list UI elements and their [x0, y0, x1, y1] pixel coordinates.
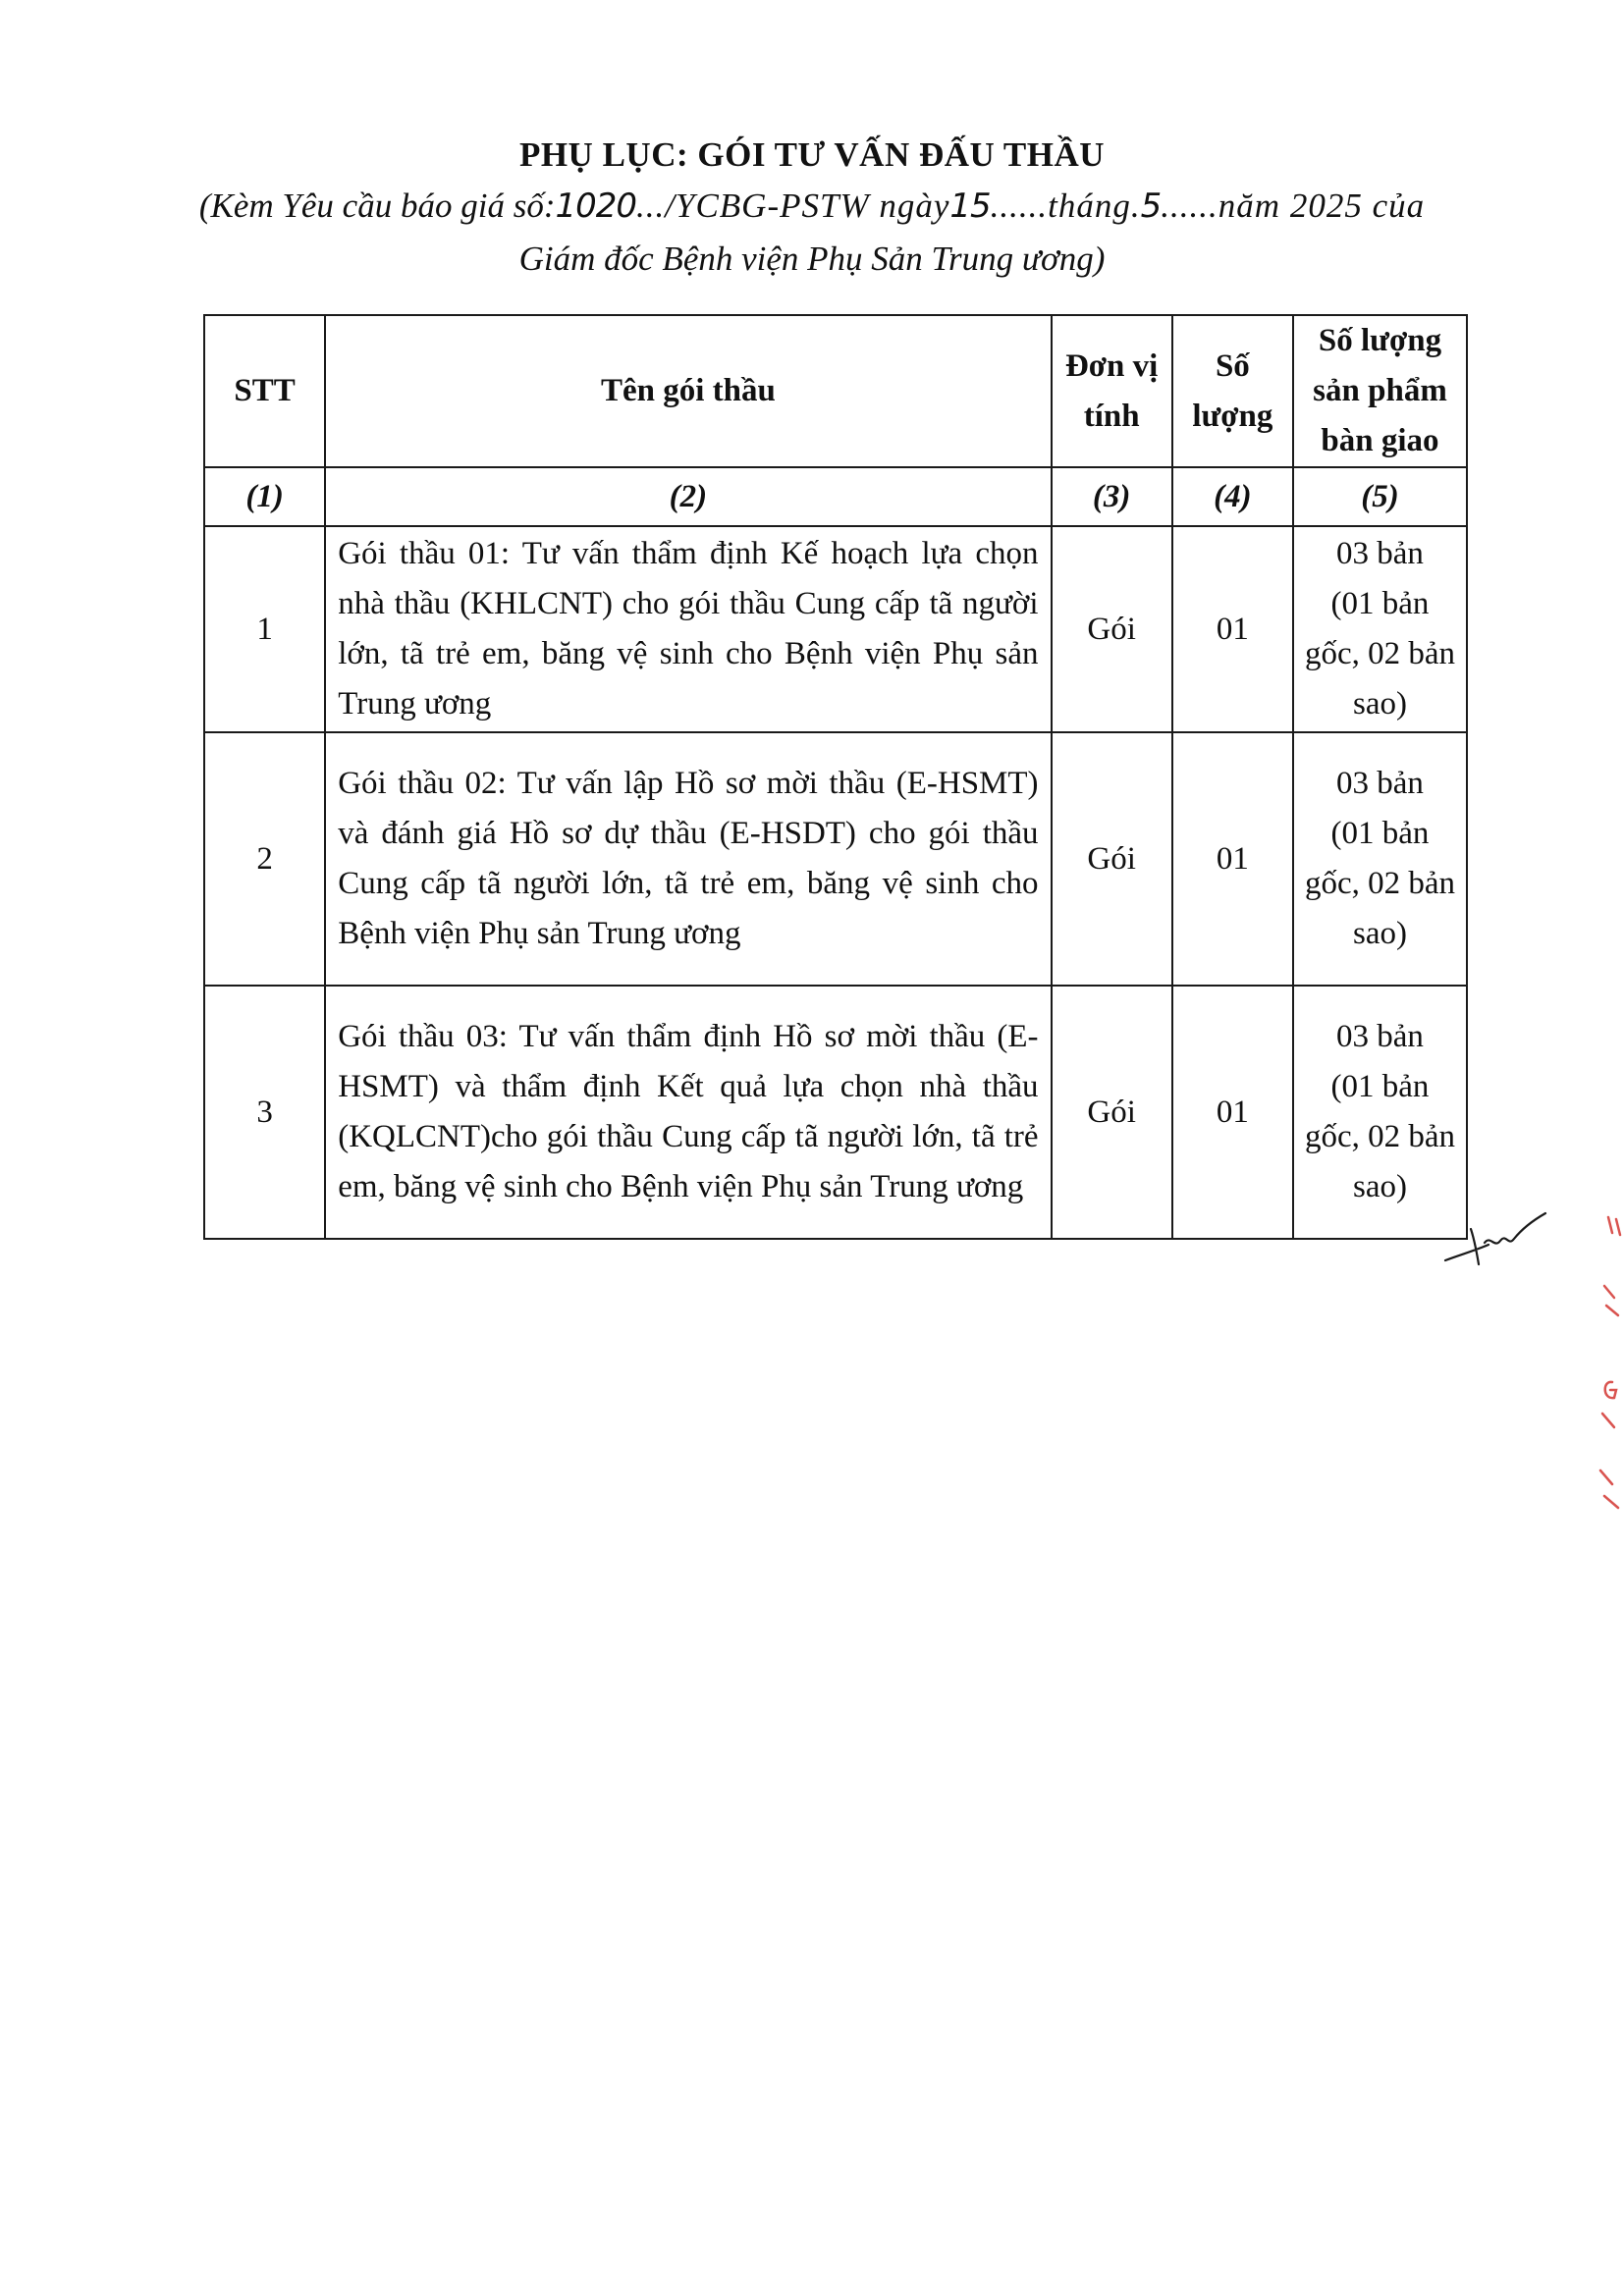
deliverables-line: sao): [1353, 686, 1407, 721]
table-row: [204, 732, 1467, 986]
row-unit: Gói: [1052, 526, 1172, 732]
deliverables-line: gốc, 02 bản: [1304, 866, 1456, 901]
row-unit: Gói: [1052, 732, 1172, 986]
subtitle-line-2: Giám đốc Bệnh viện Phụ Sản Trung ương): [518, 240, 1106, 278]
row-deliverables: [1293, 986, 1467, 1239]
header-deliverables-line-2: sản phẩm: [1313, 373, 1447, 408]
row-quantity: 01: [1172, 732, 1293, 986]
header-deliverables-line-3: bàn giao: [1321, 423, 1439, 458]
header-unit-line-2: tính: [1083, 398, 1140, 434]
deliverables-line: 03 bản: [1336, 766, 1424, 801]
row-unit: Gói: [1052, 986, 1172, 1239]
subtitle-prefix: (Kèm Yêu cầu báo giá số:: [198, 187, 556, 225]
deliverables-line: (01 bản: [1330, 1069, 1430, 1104]
table-header-row: [204, 315, 1467, 467]
header-quantity-line-2: lượng: [1192, 398, 1273, 434]
column-number-row: [204, 467, 1467, 526]
row-stt: 2: [204, 732, 325, 986]
column-number: (3): [1052, 467, 1172, 526]
row-package-name: Gói thầu 02: Tư vấn lập Hồ sơ mời thầu (E-HSMT) và đánh giá Hồ sơ dự thầu (E-HSDT) cho gói thầu Cung cấp tã người lớn, tã trẻ em, băng vệ sinh cho Bệnh viện Phụ sản Trung ương: [325, 732, 1051, 986]
header-unit-line-1: Đơn vị: [1064, 347, 1159, 384]
header-name: Tên gói thầu: [325, 315, 1051, 467]
bid-package-table: [203, 314, 1468, 1240]
deliverables-line: gốc, 02 bản: [1304, 1119, 1456, 1154]
handwritten-day: 15: [949, 187, 991, 226]
deliverables-line: sao): [1353, 916, 1407, 951]
header-deliverables-line-1: Số lượng: [1318, 323, 1442, 358]
column-number: (4): [1172, 467, 1293, 526]
column-number: (2): [325, 467, 1051, 526]
deliverables-line: 03 bản: [1336, 1019, 1424, 1054]
row-deliverables: [1293, 526, 1467, 732]
row-stt: 3: [204, 986, 325, 1239]
header-stt: STT: [204, 315, 325, 467]
column-number: (1): [204, 467, 325, 526]
deliverables-line: gốc, 02 bản: [1304, 636, 1456, 671]
table-row: [204, 526, 1467, 732]
row-quantity: 01: [1172, 986, 1293, 1239]
row-package-name: Gói thầu 03: Tư vấn thẩm định Hồ sơ mời thầu (E-HSMT) và thẩm định Kết quả lựa chọn nhà thầu (KQLCNT)cho gói thầu Cung cấp tã người lớn, tã trẻ em, băng vệ sinh cho Bệnh viện Phụ sản Trung ương: [325, 986, 1051, 1239]
header-deliverables: [1293, 315, 1467, 467]
header-quantity-line-1: Số: [1215, 347, 1250, 384]
subtitle-mid-1: .../YCBG-PSTW ngày: [636, 187, 950, 225]
header-unit: [1052, 315, 1172, 467]
handwritten-doc-number: 1020: [555, 187, 637, 226]
signature-icon: [1441, 1209, 1549, 1268]
red-stamp-icon: [1591, 1207, 1624, 1522]
column-number: (5): [1293, 467, 1467, 526]
subtitle-mid-2: ......tháng.: [990, 187, 1141, 225]
subtitle-line-1: [0, 187, 1624, 226]
row-package-name: Gói thầu 01: Tư vấn thẩm định Kế hoạch lựa chọn nhà thầu (KHLCNT) cho gói thầu Cung cấp tã người lớn, tã trẻ em, băng vệ sinh cho Bệnh viện Phụ sản Trung ương: [325, 526, 1051, 732]
subtitle-mid-3: ......năm 2025 của: [1161, 187, 1426, 225]
row-deliverables: [1293, 732, 1467, 986]
table-row: [204, 986, 1467, 1239]
deliverables-line: 03 bản: [1336, 536, 1424, 571]
deliverables-line: sao): [1353, 1169, 1407, 1204]
deliverables-line: (01 bản: [1330, 816, 1430, 851]
deliverables-line: (01 bản: [1330, 586, 1430, 621]
page-title: PHỤ LỤC: GÓI TƯ VẤN ĐẤU THẦU: [518, 135, 1106, 174]
header-quantity: [1172, 315, 1293, 467]
handwritten-month: 5: [1140, 187, 1162, 226]
row-quantity: 01: [1172, 526, 1293, 732]
row-stt: 1: [204, 526, 325, 732]
